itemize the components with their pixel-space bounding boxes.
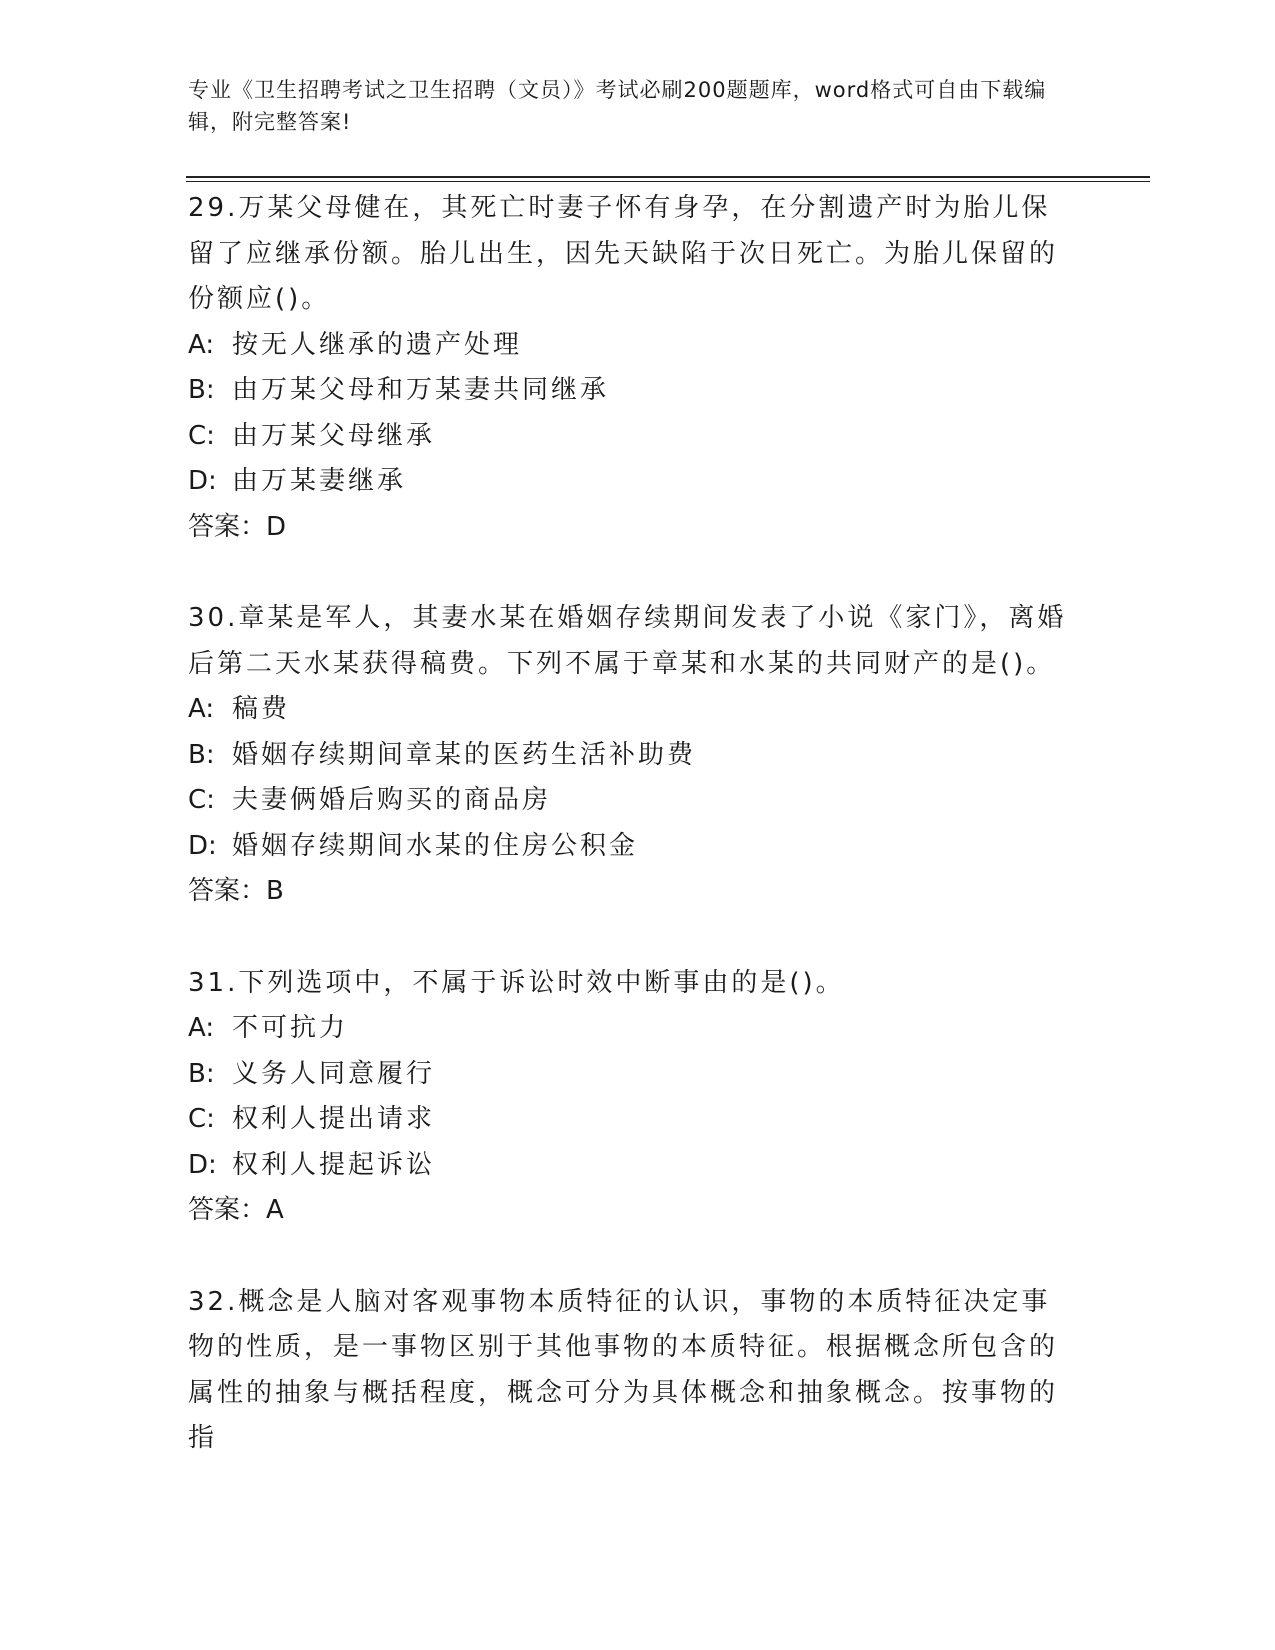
- option-key: D:: [188, 1149, 217, 1180]
- option-c: [188, 778, 1078, 824]
- option-a: [188, 323, 1078, 369]
- question-stem: 31.下列选项中，不属于诉讼时效中断事由的是()。: [188, 967, 845, 998]
- question-list: [188, 186, 1078, 1508]
- question-stem: 29.万某父母健在，其死亡时妻子怀有身孕，在分割遗产时为胎儿保留了应继承份额。胎儿出生，因先天缺陷于次日死亡。为胎儿保留的份额应()。: [188, 193, 1059, 314]
- option-a: [188, 687, 1078, 733]
- option-text: 按无人继承的遗产处理: [232, 329, 523, 360]
- question-29: [188, 186, 1078, 550]
- option-text: 婚姻存续期间章某的医药生活补助费: [232, 739, 697, 770]
- option-text: 权利人提出请求: [232, 1104, 436, 1134]
- option-text: 由万某父母和万某妻共同继承: [232, 375, 610, 405]
- option-key: C:: [188, 1104, 215, 1134]
- option-text: 权利人提起诉讼: [232, 1149, 436, 1180]
- header-divider-thick: [186, 176, 1150, 178]
- question-30: [188, 596, 1078, 915]
- option-text: 由万某妻继承: [232, 466, 407, 496]
- option-text: 不可抗力: [232, 1013, 349, 1043]
- option-d: [188, 1143, 1078, 1189]
- option-key: A:: [188, 694, 215, 724]
- option-text: 义务人同意履行: [232, 1058, 436, 1089]
- option-b: [188, 1052, 1078, 1098]
- option-b: [188, 368, 1078, 414]
- option-a: [188, 1006, 1078, 1052]
- option-text: 由万某父母继承: [232, 420, 436, 451]
- question-31: [188, 961, 1078, 1234]
- answer-line: 答案：D: [188, 511, 287, 542]
- option-key: D:: [188, 466, 217, 496]
- option-key: B:: [188, 375, 215, 405]
- option-b: [188, 733, 1078, 779]
- question-32: [188, 1280, 1078, 1462]
- option-key: B:: [188, 1058, 215, 1089]
- option-text: 稿费: [232, 694, 291, 724]
- option-text: 夫妻俩婚后购买的商品房: [232, 785, 552, 815]
- option-key: A:: [188, 1013, 215, 1043]
- option-text: 婚姻存续期间水某的住房公积金: [232, 830, 639, 861]
- option-c: [188, 1097, 1078, 1143]
- option-d: [188, 824, 1078, 870]
- option-c: [188, 414, 1078, 460]
- answer-line: 答案：B: [188, 876, 284, 906]
- question-stem: 30.章某是军人，其妻水某在婚姻存续期间发表了小说《家门》，离婚后第二天水某获得稿费。下列不属于章某和水某的共同财产的是()。: [188, 603, 1067, 679]
- option-key: B:: [188, 739, 215, 770]
- option-key: D:: [188, 830, 217, 861]
- answer-line: 答案：A: [188, 1195, 284, 1225]
- option-key: C:: [188, 785, 215, 815]
- option-d: [188, 459, 1078, 505]
- header-divider-thin: [186, 181, 1150, 182]
- option-key: C:: [188, 420, 215, 451]
- option-key: A:: [188, 329, 215, 360]
- document-header: 专业《卫生招聘考试之卫生招聘（文员）》考试必刷200题题库，word格式可自由下载编辑，附完整答案!: [188, 78, 1047, 134]
- question-stem: 32.概念是人脑对客观事物本质特征的认识，事物的本质特征决定事物的性质，是一事物区别于其他事物的本质特征。根据概念所包含的属性的抽象与概括程度，概念可分为具体概念和抽象概念。按事物的指: [188, 1286, 1059, 1453]
